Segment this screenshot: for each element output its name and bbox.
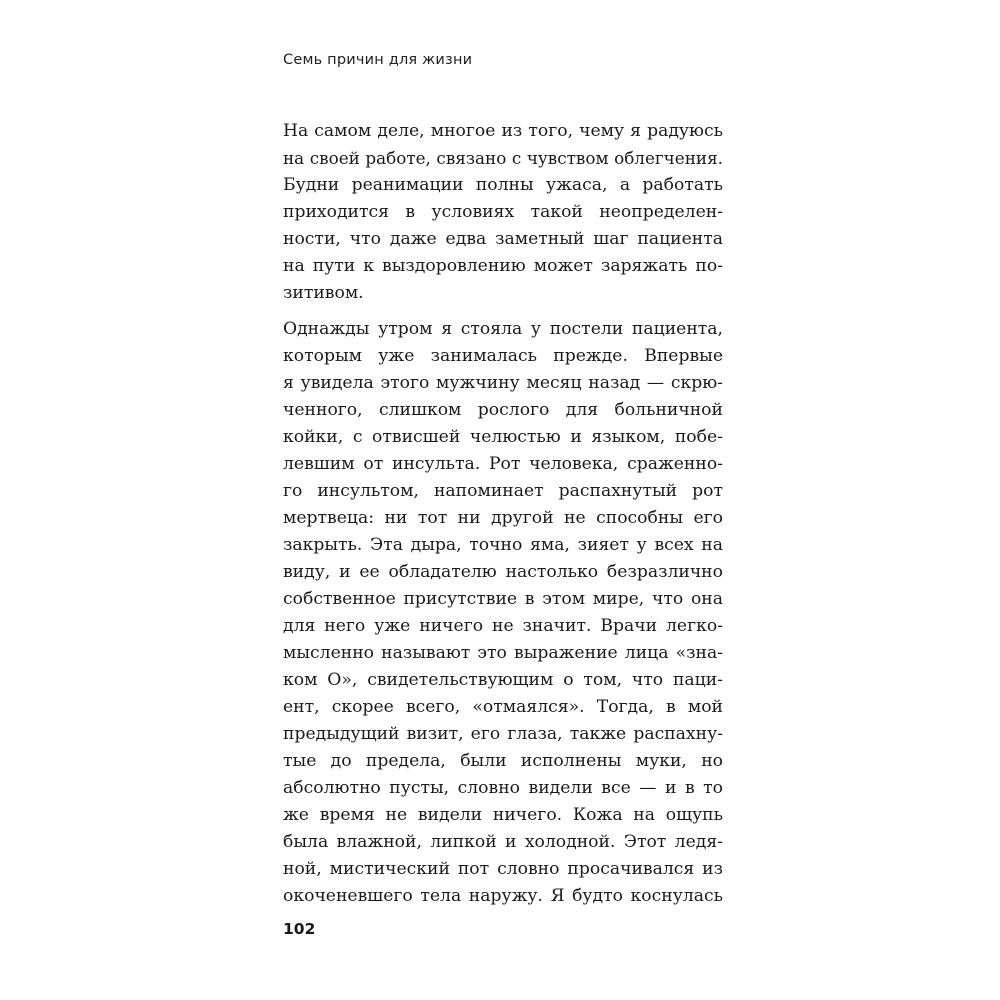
text-line: тые до предела, были исполнены муки, но: [283, 751, 723, 771]
text-line: на своей работе, связано с чувством облегчения.: [283, 148, 723, 168]
text-line: мысленно называют это выражение лица «зна-: [283, 643, 723, 663]
text-line: мертвеца: ни тот ни другой не способны его: [283, 508, 723, 528]
text-line: ент, скорее всего, «отмаялся». Тогда, в мой: [283, 697, 723, 717]
text-line: ченного, слишком рослого для больничной: [283, 400, 723, 420]
page-number: 102: [283, 920, 316, 938]
text-line: зитивом.: [283, 283, 364, 303]
text-line: собственное присутствие в этом мире, что она: [283, 589, 723, 609]
text-line: на пути к выздоровлению может заряжать по-: [283, 256, 723, 276]
paragraph-2: [283, 316, 723, 910]
text-line: ности, что даже едва заметный шаг пациента: [283, 229, 723, 249]
text-line: ком О», свидетельствующим о том, что паци-: [283, 670, 723, 690]
text-line: абсолютно пусты, словно видели все — и в то: [283, 778, 723, 798]
text-line: была влажной, липкой и холодной. Этот ледя-: [283, 832, 723, 852]
paragraph-1: [283, 118, 723, 307]
text-line: левшим от инсульта. Рот человека, сраженно-: [283, 454, 723, 474]
text-line: окоченевшего тела наружу. Я будто коснулась: [283, 886, 723, 906]
text-line: предыдущий визит, его глаза, также распахну-: [283, 724, 723, 744]
text-line: для него уже ничего не значит. Врачи легко-: [283, 616, 723, 636]
text-line: приходится в условиях такой неопределен-: [283, 202, 723, 222]
text-line: Будни реанимации полны ужаса, а работать: [283, 175, 723, 195]
running-header: Семь причин для жизни: [283, 52, 473, 68]
text-line: виду, и ее обладателю настолько безразлично: [283, 562, 723, 582]
text-line: На самом деле, многое из того, чему я радуюсь: [283, 121, 723, 141]
text-line: я увидела этого мужчину месяц назад — скрю-: [283, 373, 723, 393]
text-line: Однажды утром я стояла у постели пациента,: [283, 319, 723, 339]
text-line: же время не видели ничего. Кожа на ощупь: [283, 805, 723, 825]
text-line: ной, мистический пот словно просачивался из: [283, 859, 723, 879]
text-line: которым уже занималась прежде. Впервые: [283, 346, 723, 366]
text-line: койки, с отвисшей челюстью и языком, побе-: [283, 427, 723, 447]
text-line: го инсультом, напоминает распахнутый рот: [283, 481, 723, 501]
text-line: закрыть. Эта дыра, точно яма, зияет у всех на: [283, 535, 723, 555]
